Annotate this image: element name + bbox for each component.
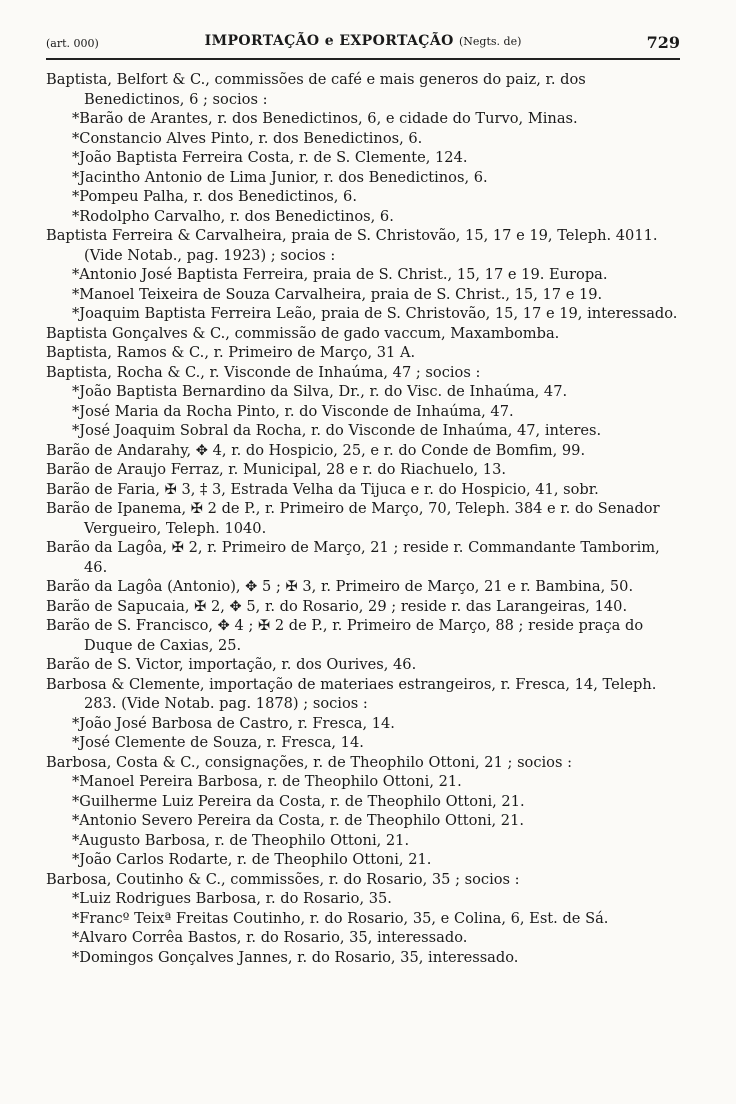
firm-entry: Barão da Lagôa (Antonio), ✥ 5 ; ✠ 3, r. Primeiro de Março, 21 e r. Bambina, 50. <box>46 578 634 595</box>
partner-entry: *Guilherme Luiz Pereira da Costa, r. de Theophilo Ottoni, 21. <box>72 792 525 810</box>
partner-entry: *Joaquim Baptista Ferreira Leão, praia de S. Christovão, 15, 17 e 19, interessado. <box>72 305 678 322</box>
firm-entry: Barão de Andarahy, ✥ 4, r. do Hospicio, 25, e r. do Conde de Bomfim, 99. <box>46 441 586 459</box>
firm-entry: Barão de Araujo Ferraz, r. Municipal, 28 e r. do Riachuelo, 13. <box>46 461 506 478</box>
partner-entry: *Francº Teixª Freitas Coutinho, r. do Rosario, 35, e Colina, 6, Est. de Sá. <box>72 909 609 927</box>
page-header <box>46 33 680 57</box>
partner-entry: *José Maria da Rocha Pinto, r. do Visconde de Inhaúma, 47. <box>72 402 514 420</box>
partner-entry: *Pompeu Palha, r. dos Benedictinos, 6. <box>72 188 357 205</box>
firm-entry: Barbosa, Costa & C., consignações, r. de Theophilo Ottoni, 21 ; socios : <box>46 753 573 771</box>
partner-entry: *João José Barbosa de Castro, r. Fresca, 14. <box>72 714 395 732</box>
firm-entry: Barão de Sapucaia, ✠ 2, ✥ 5, r. do Rosario, 29 ; reside r. das Larangeiras, 140. <box>46 597 628 615</box>
firm-entry: Barbosa & Clemente, importação de materiaes estrangeiros, r. Fresca, 14, Teleph. 283. (Vide Notab. pag. 1878) ; socios : <box>46 675 657 712</box>
firm-entry: Barbosa, Coutinho & C., commissões, r. do Rosario, 35 ; socios : <box>46 870 520 888</box>
partner-entry: *Manoel Teixeira de Souza Carvalheira, praia de S. Christ., 15, 17 e 19. <box>72 285 603 303</box>
partner-entry: *João Baptista Ferreira Costa, r. de S. Clemente, 124. <box>72 149 468 166</box>
partner-entry: *Antonio José Baptista Ferreira, praia de S. Christ., 15, 17 e 19. Europa. <box>72 266 608 283</box>
partner-entry: *Luiz Rodrigues Barbosa, r. do Rosario, 35. <box>72 890 392 907</box>
firm-entry: Barão de S. Francisco, ✥ 4 ; ✠ 2 de P., r. Primeiro de Março, 88 ; reside praça do Duque de Caxias, 25. <box>46 617 644 654</box>
partner-entry: *Constancio Alves Pinto, r. dos Benedictinos, 6. <box>72 129 423 147</box>
firm-entry: Baptista Gonçalves & C., commissão de gado vaccum, Maxambomba. <box>46 324 560 342</box>
firm-entry: Baptista, Rocha & C., r. Visconde de Inhaúma, 47 ; socios : <box>46 363 481 381</box>
firm-entry: Baptista Ferreira & Carvalheira, praia de S. Christovão, 15, 17 e 19, Teleph. 4011. (Vide Notab., pag. 1923) ; socios : <box>46 227 658 264</box>
header-rule <box>46 58 680 60</box>
partner-entry: *Manoel Pereira Barbosa, r. de Theophilo Ottoni, 21. <box>72 773 462 790</box>
partner-entry: *Augusto Barbosa, r. de Theophilo Ottoni, 21. <box>72 831 410 849</box>
partner-entry: *Domingos Gonçalves Jannes, r. do Rosario, 35, interessado. <box>72 948 519 966</box>
firm-entry: Baptista, Belfort & C., commissões de café e mais generos do paiz, r. dos Benedictinos, 6 ; socios : <box>46 71 586 108</box>
partner-entry: *Barão de Arantes, r. dos Benedictinos, 6, e cidade do Turvo, Minas. <box>72 110 578 127</box>
firm-entry: Barão da Lagôa, ✠ 2, r. Primeiro de Março, 21 ; reside r. Commandante Tamborim, 46. <box>46 539 660 576</box>
partner-entry: *Alvaro Corrêa Bastos, r. do Rosario, 35, interessado. <box>72 929 468 946</box>
firm-entry: Barão de Faria, ✠ 3, ‡ 3, Estrada Velha da Tijuca e r. do Hospicio, 41, sobr. <box>46 480 599 498</box>
page-number: 729 <box>646 33 680 52</box>
firm-entry: Barão de S. Victor, importação, r. dos Ourives, 46. <box>46 656 417 673</box>
partner-entry: *João Baptista Bernardino da Silva, Dr., r. do Visc. de Inhaúma, 47. <box>72 383 568 400</box>
header-title-small: (Negts. de) <box>459 35 522 48</box>
directory-entries <box>46 70 686 967</box>
partner-entry: *Antonio Severo Pereira da Costa, r. de Theophilo Ottoni, 21. <box>72 812 525 829</box>
header-title-main: IMPORTAÇÃO e EXPORTAÇÃO <box>204 33 454 49</box>
partner-entry: *José Clemente de Souza, r. Fresca, 14. <box>72 734 364 751</box>
header-article-ref: (art. 000) <box>46 37 99 50</box>
partner-entry: *Rodolpho Carvalho, r. dos Benedictinos, 6. <box>72 207 394 225</box>
partner-entry: *José Joaquim Sobral da Rocha, r. do Visconde de Inhaúma, 47, interes. <box>72 422 602 439</box>
partner-entry: *João Carlos Rodarte, r. de Theophilo Ottoni, 21. <box>72 851 432 868</box>
header-title <box>46 33 680 49</box>
firm-entry: Barão de Ipanema, ✠ 2 de P., r. Primeiro de Março, 70, Teleph. 384 e r. do Senador Vergueiro, Teleph. 1040. <box>46 500 660 537</box>
firm-entry: Baptista, Ramos & C., r. Primeiro de Março, 31 A. <box>46 344 416 361</box>
partner-entry: *Jacintho Antonio de Lima Junior, r. dos Benedictinos, 6. <box>72 168 488 186</box>
